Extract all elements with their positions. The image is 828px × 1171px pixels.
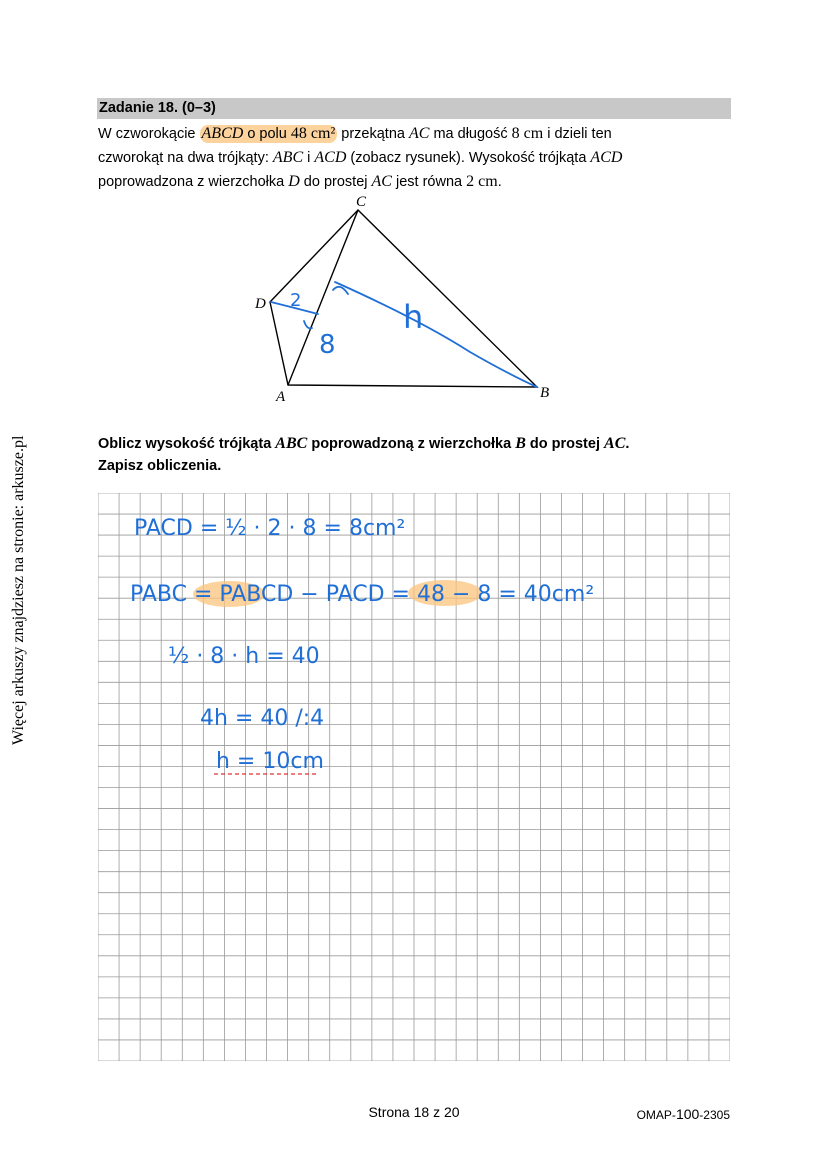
- math-abc: ABC: [272, 149, 304, 166]
- handwritten-8: 8: [319, 330, 336, 360]
- math-abc: ABC: [275, 435, 308, 452]
- question-line-2: Zapisz obliczenia.: [98, 458, 222, 474]
- right-angle-mark: [333, 287, 348, 294]
- text: o polu: [243, 126, 291, 142]
- code-part: 100: [675, 1106, 700, 1122]
- math-b: B: [515, 435, 526, 452]
- math-acd: ACD: [590, 149, 623, 166]
- text: .: [625, 436, 630, 452]
- text: poprowadzona z wierzchołka: [98, 174, 289, 190]
- solution-line-4: 4h = 40 /:4: [200, 706, 325, 731]
- task-line-2: [98, 146, 738, 170]
- math-abcd: ABCD: [201, 125, 244, 142]
- math-height: 2 cm: [466, 173, 498, 190]
- task-statement: [98, 122, 738, 194]
- text: i dzieli ten: [543, 126, 612, 142]
- code-part: -2305: [699, 1108, 730, 1122]
- vertex-label-a: A: [276, 389, 286, 405]
- text: do prostej: [299, 174, 372, 190]
- text: do prostej: [525, 436, 605, 452]
- task-line-1: [98, 122, 738, 146]
- text: W czworokącie: [98, 126, 200, 142]
- text: ma długość: [429, 126, 512, 142]
- side-watermark-text: Więcej arkuszy znajdziesz na stronie: arkusze.pl: [10, 435, 27, 745]
- handwritten-2: 2: [290, 290, 302, 311]
- text: przekątna: [337, 126, 409, 142]
- question-line-1: [98, 433, 738, 455]
- solution-line-3: ½ · 8 · h = 40: [168, 644, 320, 669]
- math-acd: ACD: [314, 149, 347, 166]
- math-area: 48 cm²: [290, 125, 336, 142]
- vertex-label-b: B: [540, 385, 550, 401]
- text: jest równa: [391, 174, 467, 190]
- grid-lines: [98, 493, 730, 1061]
- solution-line-5: h = 10cm: [216, 749, 324, 774]
- answer-grid: [98, 493, 730, 1061]
- math-ac: AC: [408, 125, 430, 142]
- exam-code: [637, 1106, 730, 1122]
- vertex-label-d: D: [255, 296, 266, 312]
- math-length: 8 cm: [511, 125, 544, 142]
- vertex-label-c: C: [356, 194, 367, 210]
- page-number: Strona 18 z 20: [368, 1104, 460, 1120]
- solution-line-1: PACD = ½ · 2 · 8 = 8cm²: [134, 516, 406, 541]
- quadrilateral-figure: [240, 190, 570, 405]
- text: Oblicz wysokość trójkąta: [98, 436, 276, 452]
- question-text: [98, 433, 738, 477]
- math-d: D: [288, 173, 300, 190]
- highlight-area: [200, 125, 338, 143]
- height-from-b: [335, 282, 537, 387]
- code-part: OMAP-: [636, 1108, 676, 1122]
- text: .: [497, 174, 502, 190]
- text: i: [303, 150, 315, 166]
- math-ac: AC: [371, 173, 392, 190]
- text: (zobacz rysunek). Wysokość trójkąta: [346, 150, 591, 166]
- solution-line-2: PABC = PABCD − PACD = 48 − 8 = 40cm²: [130, 582, 595, 607]
- task-title: Zadanie 18. (0–3): [97, 98, 731, 119]
- text: czworokąt na dwa trójkąty:: [98, 150, 273, 166]
- handwritten-h: h: [403, 298, 424, 336]
- text: poprowadzoną z wierzchołka: [307, 436, 516, 452]
- math-ac: AC: [604, 435, 626, 452]
